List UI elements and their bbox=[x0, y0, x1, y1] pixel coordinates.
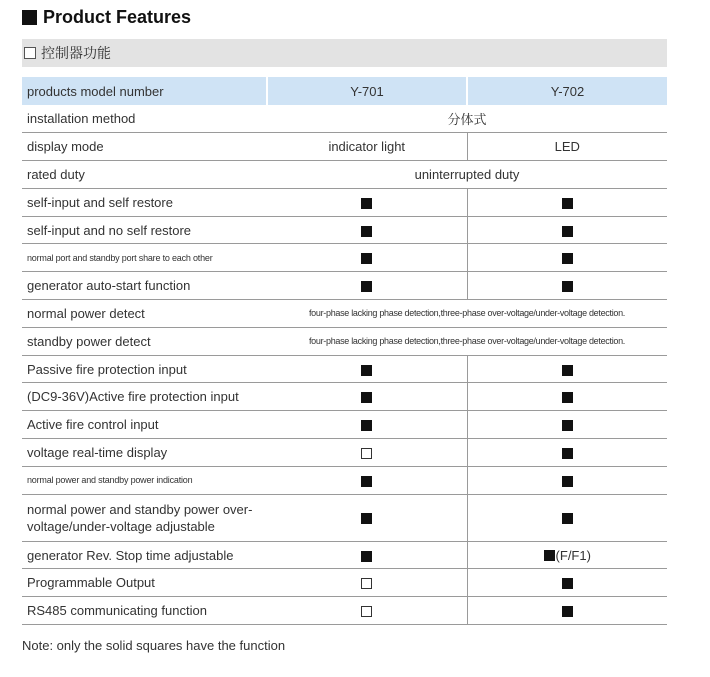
feature-label: generator auto-start function bbox=[22, 272, 267, 300]
feature-value: indicator light bbox=[267, 133, 467, 161]
filled-square-icon bbox=[361, 198, 372, 209]
feature-mark-cell bbox=[267, 188, 467, 216]
filled-square-icon bbox=[361, 253, 372, 264]
filled-square-icon bbox=[562, 448, 573, 459]
page-heading bbox=[22, 6, 191, 28]
filled-square-icon bbox=[544, 550, 555, 561]
feature-mark-cell bbox=[267, 355, 467, 383]
feature-label: display mode bbox=[22, 133, 267, 161]
filled-square-icon bbox=[361, 365, 372, 376]
feature-mark-cell bbox=[267, 541, 467, 569]
table-header-row bbox=[22, 77, 667, 105]
filled-square-icon bbox=[562, 392, 573, 403]
table-row bbox=[22, 355, 667, 383]
filled-square-icon bbox=[562, 365, 573, 376]
feature-label: voltage real-time display bbox=[22, 439, 267, 467]
feature-label: normal power and standby power over-voltage/under-voltage adjustable bbox=[22, 494, 267, 541]
feature-mark-cell bbox=[467, 244, 667, 272]
footnote: Note: only the solid squares have the function bbox=[22, 638, 286, 653]
filled-square-icon bbox=[562, 476, 573, 487]
table-row bbox=[22, 541, 667, 569]
features-table bbox=[22, 77, 667, 625]
table-row bbox=[22, 439, 667, 467]
feature-mark-cell bbox=[467, 216, 667, 244]
filled-square-icon bbox=[562, 226, 573, 237]
table-row bbox=[22, 188, 667, 216]
feature-mark-cell bbox=[267, 272, 467, 300]
table-row bbox=[22, 494, 667, 541]
feature-mark-cell bbox=[267, 383, 467, 411]
header-model-2: Y-702 bbox=[467, 77, 667, 105]
feature-mark-cell bbox=[267, 216, 467, 244]
feature-label: normal power and standby power indication bbox=[22, 466, 267, 494]
feature-label: generator Rev. Stop time adjustable bbox=[22, 541, 267, 569]
filled-square-icon bbox=[361, 513, 372, 524]
feature-mark-cell bbox=[267, 569, 467, 597]
header-model-1: Y-701 bbox=[267, 77, 467, 105]
filled-square-icon bbox=[562, 281, 573, 292]
feature-mark-cell bbox=[467, 541, 667, 569]
feature-mark-cell bbox=[467, 188, 667, 216]
feature-mark-cell bbox=[267, 411, 467, 439]
table-row bbox=[22, 569, 667, 597]
table-row bbox=[22, 597, 667, 625]
feature-mark-cell bbox=[467, 597, 667, 625]
filled-square-icon bbox=[562, 578, 573, 589]
feature-label: self-input and no self restore bbox=[22, 216, 267, 244]
filled-square-icon bbox=[361, 392, 372, 403]
feature-label: RS485 communicating function bbox=[22, 597, 267, 625]
feature-label: Passive fire protection input bbox=[22, 355, 267, 383]
feature-label: normal port and standby port share to each other bbox=[22, 244, 267, 272]
feature-mark-cell bbox=[467, 466, 667, 494]
empty-square-icon bbox=[24, 47, 36, 59]
section-bar bbox=[22, 39, 667, 67]
feature-value: LED bbox=[467, 133, 667, 161]
empty-square-icon bbox=[361, 448, 372, 459]
feature-mark-cell bbox=[267, 466, 467, 494]
feature-label: Programmable Output bbox=[22, 569, 267, 597]
empty-square-icon bbox=[361, 578, 372, 589]
header-label: products model number bbox=[22, 77, 267, 105]
filled-square-icon bbox=[361, 226, 372, 237]
feature-value-span: four-phase lacking phase detection,three-phase over-voltage/under-voltage detection. bbox=[267, 327, 667, 355]
feature-label: installation method bbox=[22, 105, 267, 133]
feature-label: normal power detect bbox=[22, 300, 267, 328]
filled-square-icon bbox=[562, 198, 573, 209]
table-row bbox=[22, 272, 667, 300]
table-row bbox=[22, 300, 667, 328]
feature-value-span: 分体式 bbox=[267, 105, 667, 133]
filled-square-icon bbox=[562, 513, 573, 524]
filled-square-icon bbox=[562, 606, 573, 617]
table-row bbox=[22, 383, 667, 411]
filled-square-icon bbox=[361, 476, 372, 487]
feature-mark-cell bbox=[267, 439, 467, 467]
feature-mark-cell bbox=[467, 439, 667, 467]
feature-mark-cell bbox=[467, 569, 667, 597]
heading-text: Product Features bbox=[43, 6, 192, 27]
empty-square-icon bbox=[361, 606, 372, 617]
filled-square-icon bbox=[361, 551, 372, 562]
filled-square-icon bbox=[361, 420, 372, 431]
feature-label: rated duty bbox=[22, 161, 267, 189]
feature-mark-cell bbox=[467, 411, 667, 439]
feature-label: standby power detect bbox=[22, 327, 267, 355]
table-row bbox=[22, 216, 667, 244]
feature-mark-cell bbox=[267, 244, 467, 272]
feature-mark-cell bbox=[267, 494, 467, 541]
feature-mark-cell bbox=[467, 383, 667, 411]
filled-square-icon bbox=[361, 281, 372, 292]
feature-value-span: four-phase lacking phase detection,three-phase over-voltage/under-voltage detection. bbox=[267, 300, 667, 328]
section-title: 控制器功能 bbox=[41, 46, 111, 62]
table-row bbox=[22, 161, 667, 189]
filled-square-icon bbox=[562, 420, 573, 431]
feature-label: (DC9-36V)Active fire protection input bbox=[22, 383, 267, 411]
table-row bbox=[22, 466, 667, 494]
feature-label: self-input and self restore bbox=[22, 188, 267, 216]
feature-mark-cell bbox=[467, 355, 667, 383]
table-row bbox=[22, 244, 667, 272]
table-row bbox=[22, 133, 667, 161]
table-row bbox=[22, 327, 667, 355]
feature-label: Active fire control input bbox=[22, 411, 267, 439]
feature-value-span: uninterrupted duty bbox=[267, 161, 667, 189]
feature-mark-cell bbox=[267, 597, 467, 625]
filled-square-icon bbox=[22, 10, 37, 25]
table-row bbox=[22, 411, 667, 439]
mark-suffix: (F/F1) bbox=[555, 548, 591, 564]
table-row bbox=[22, 105, 667, 133]
feature-mark-cell bbox=[467, 494, 667, 541]
feature-mark-cell bbox=[467, 272, 667, 300]
filled-square-icon bbox=[562, 253, 573, 264]
